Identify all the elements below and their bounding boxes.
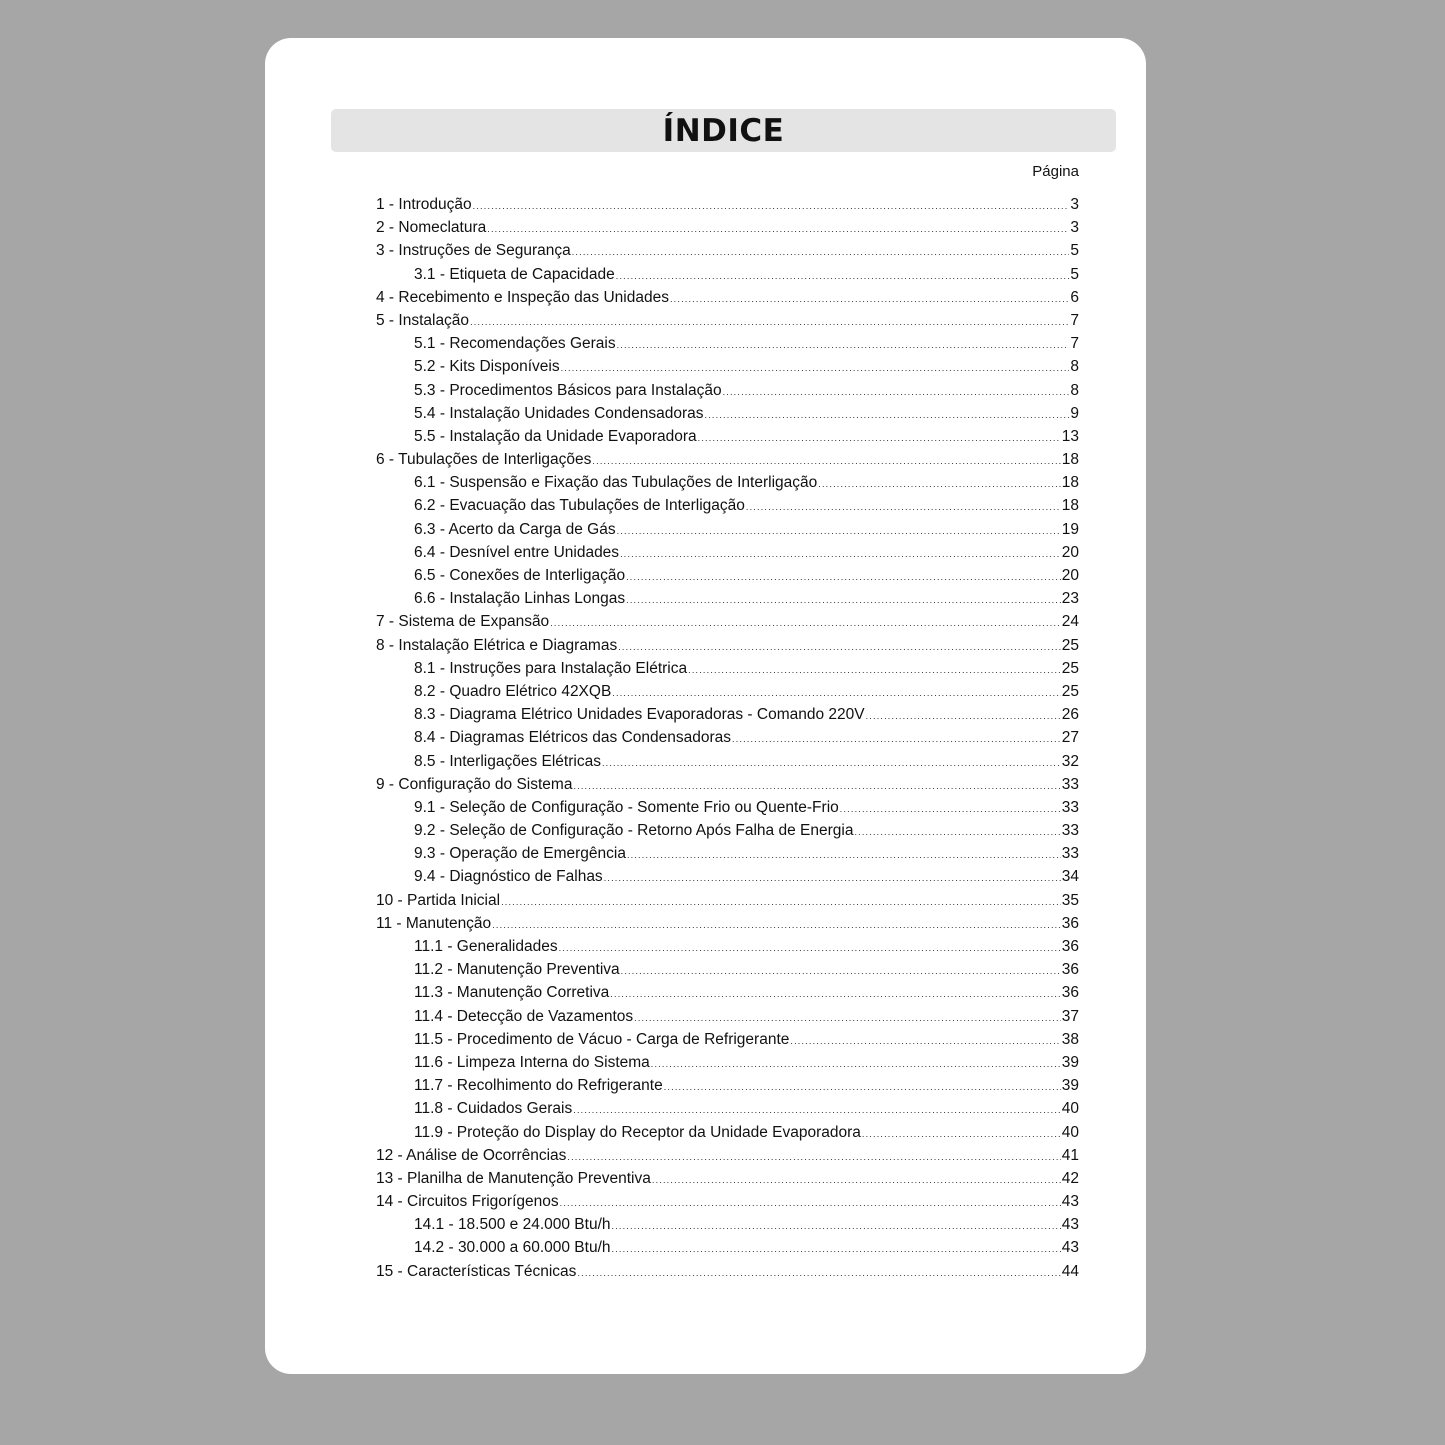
toc-entry-label: 5 - Instalação [376, 311, 470, 329]
toc-entry-label: 11.7 - Recolhimento do Refrigerante [414, 1077, 663, 1095]
toc-entry [376, 822, 1079, 845]
toc-entry-label: 6.1 - Suspensão e Fixação das Tubulações de Interligação [414, 474, 818, 492]
document-page [265, 38, 1146, 1374]
toc-entry-page-number: 25 [1061, 659, 1079, 677]
toc-entry-page-number: 33 [1061, 845, 1079, 863]
toc-dot-leader [627, 850, 1061, 860]
toc-dot-leader [618, 642, 1061, 652]
toc-dot-leader [550, 618, 1061, 628]
toc-entry-page-number: 36 [1061, 938, 1079, 955]
toc-entry [376, 242, 1079, 265]
toc-dot-leader [698, 433, 1061, 443]
toc-entry-label: 9.4 - Diagnóstico de Falhas [414, 868, 603, 886]
toc-entry-label: 13 - Planilha de Manutenção Preventiva [376, 1169, 651, 1187]
toc-dot-leader [501, 897, 1061, 907]
toc-entry-label: 11 - Manutenção [376, 914, 492, 932]
toc-dot-leader [790, 1036, 1060, 1046]
toc-dot-leader [560, 1198, 1061, 1208]
toc-entry-label: 7 - Sistema de Expansão [376, 613, 550, 631]
toc-entry-label: 5.1 - Recomendações Gerais [414, 335, 616, 353]
toc-entry-page-number: 33 [1061, 798, 1079, 816]
toc-entry [376, 289, 1079, 312]
toc-entry [376, 753, 1079, 776]
toc-dot-leader [617, 340, 1070, 350]
toc-entry [376, 1239, 1079, 1262]
toc-entry-label: 11.4 - Detecção de Vazamentos [414, 1007, 634, 1025]
toc-entry-page-number: 20 [1061, 567, 1079, 584]
toc-dot-leader [612, 1221, 1061, 1231]
toc-dot-leader [573, 781, 1060, 791]
toc-entry-page-number: 32 [1061, 752, 1079, 770]
toc-entry [376, 521, 1079, 544]
toc-entry [376, 845, 1079, 868]
toc-entry [376, 1100, 1079, 1123]
toc-entry-label: 6.6 - Instalação Linhas Longas [414, 590, 626, 608]
page-column-label: Página [1032, 163, 1079, 180]
toc-entry-page-number: 33 [1061, 822, 1079, 840]
toc-entry-page-number: 41 [1061, 1146, 1079, 1164]
toc-entry-page-number: 9 [1070, 404, 1079, 422]
toc-dot-leader [626, 572, 1061, 582]
toc-entry [376, 312, 1079, 335]
toc-entry-label: 8.4 - Diagramas Elétricos das Condensadoras [414, 729, 732, 747]
toc-entry-label: 6.2 - Evacuação das Tubulações de Interligação [414, 497, 745, 515]
toc-entry-page-number: 7 [1070, 311, 1079, 329]
toc-entry-label: 8.2 - Quadro Elétrico 42XQB [414, 682, 612, 700]
toc-entry-label: 8.5 - Interligações Elétricas [414, 752, 601, 770]
toc-entry [376, 219, 1079, 242]
toc-entry-page-number: 27 [1061, 729, 1079, 747]
toc-dot-leader [573, 1105, 1061, 1115]
toc-entry [376, 451, 1079, 474]
toc-entry-page-number: 19 [1061, 520, 1079, 538]
toc-entry [376, 729, 1079, 752]
toc-entry-page-number: 5 [1070, 242, 1079, 260]
toc-entry-label: 14.1 - 18.500 e 24.000 Btu/h [414, 1216, 611, 1234]
toc-entry-page-number: 18 [1061, 497, 1079, 515]
toc-entry-label: 15 - Características Técnicas [376, 1262, 577, 1280]
toc-entry-label: 11.3 - Manutenção Corretiva [414, 984, 610, 1002]
toc-entry [376, 266, 1079, 289]
toc-entry-page-number: 40 [1061, 1123, 1079, 1141]
toc-entry [376, 868, 1079, 891]
toc-entry-label: 5.2 - Kits Disponíveis [414, 358, 560, 376]
toc-entry-page-number: 7 [1070, 335, 1079, 353]
toc-entry [376, 613, 1079, 636]
toc-entry [376, 1008, 1079, 1031]
toc-entry-label: 11.6 - Limpeza Interna do Sistema [414, 1053, 650, 1071]
toc-dot-leader [840, 804, 1061, 814]
toc-entry-label: 9 - Configuração do Sistema [376, 775, 573, 793]
toc-entry [376, 799, 1079, 822]
toc-entry [376, 938, 1079, 961]
toc-entry-page-number: 13 [1061, 427, 1079, 445]
toc-entry [376, 1170, 1079, 1193]
toc-entry-label: 9.3 - Operação de Emergência [414, 845, 626, 863]
toc-entry [376, 590, 1079, 613]
toc-entry-label: 5.5 - Instalação da Unidade Evaporadora [414, 427, 697, 445]
toc-dot-leader [602, 758, 1061, 768]
toc-entry-page-number: 42 [1061, 1169, 1079, 1187]
toc-entry [376, 428, 1079, 451]
toc-dot-leader [612, 688, 1060, 698]
toc-entry-page-number: 35 [1061, 891, 1079, 909]
toc-entry-page-number: 43 [1061, 1239, 1079, 1257]
toc-entry [376, 961, 1079, 984]
toc-entry [376, 405, 1079, 428]
toc-entry-page-number: 36 [1061, 984, 1079, 1002]
toc-entry [376, 683, 1079, 706]
toc-dot-leader [862, 1129, 1061, 1139]
toc-entry-page-number: 39 [1061, 1077, 1079, 1095]
toc-dot-leader [866, 711, 1061, 721]
toc-entry-page-number: 25 [1061, 636, 1079, 654]
toc-dot-leader [610, 989, 1060, 999]
toc-entry-label: 5.4 - Instalação Unidades Condensadoras [414, 404, 704, 422]
toc-entry [376, 1054, 1079, 1077]
toc-entry-label: 6 - Tubulações de Interligações [376, 451, 592, 469]
toc-entry-page-number: 44 [1061, 1262, 1079, 1280]
toc-entry-page-number: 25 [1061, 682, 1079, 700]
toc-entry [376, 196, 1079, 219]
toc-entry [376, 1031, 1079, 1054]
toc-entry-label: 8.3 - Diagrama Elétrico Unidades Evaporadoras - Comando 220V [414, 706, 865, 724]
toc-dot-leader [617, 526, 1061, 536]
toc-dot-leader [604, 873, 1061, 883]
toc-dot-leader [487, 224, 1069, 234]
toc-entry-page-number: 36 [1061, 914, 1079, 932]
toc-dot-leader [567, 1152, 1060, 1162]
toc-dot-leader [620, 549, 1061, 559]
toc-dot-leader [492, 920, 1061, 930]
toc-entry [376, 567, 1079, 590]
toc-entry-page-number: 18 [1061, 474, 1079, 492]
toc-entry-label: 1 - Introdução [376, 196, 472, 213]
toc-entry-page-number: 34 [1061, 868, 1079, 886]
toc-dot-leader [612, 1244, 1061, 1254]
toc-entry [376, 1124, 1079, 1147]
toc-entry-page-number: 38 [1061, 1030, 1079, 1048]
toc-entry [376, 984, 1079, 1007]
toc-entry-label: 2 - Nomeclatura [376, 219, 487, 237]
toc-entry [376, 358, 1079, 381]
toc-dot-leader [723, 387, 1070, 397]
toc-dot-leader [664, 1082, 1061, 1092]
toc-entry-label: 5.3 - Procedimentos Básicos para Instalação [414, 381, 722, 399]
toc-dot-leader [473, 201, 1070, 211]
toc-dot-leader [670, 294, 1069, 304]
toc-entry-label: 11.8 - Cuidados Gerais [414, 1100, 573, 1118]
toc-entry-label: 11.5 - Procedimento de Vácuo - Carga de Refrigerante [414, 1030, 790, 1048]
toc-entry-label: 4 - Recebimento e Inspeção das Unidades [376, 288, 669, 306]
toc-entry-page-number: 33 [1061, 775, 1079, 793]
toc-entry-page-number: 3 [1070, 196, 1079, 213]
toc-entry-page-number: 3 [1070, 219, 1079, 237]
toc-entry-label: 3.1 - Etiqueta de Capacidade [414, 265, 615, 283]
title-bar [331, 109, 1116, 152]
toc-entry-label: 11.2 - Manutenção Preventiva [414, 961, 620, 979]
toc-entry [376, 915, 1079, 938]
toc-entry [376, 1193, 1079, 1216]
toc-entry [376, 544, 1079, 567]
toc-entry-page-number: 5 [1070, 265, 1079, 283]
toc-entry [376, 335, 1079, 358]
toc-dot-leader [572, 247, 1070, 257]
toc-entry-page-number: 20 [1061, 543, 1079, 561]
toc-entry-label: 6.4 - Desnível entre Unidades [414, 543, 620, 561]
toc-dot-leader [616, 271, 1070, 281]
toc-entry [376, 1263, 1079, 1286]
toc-dot-leader [732, 734, 1061, 744]
toc-dot-leader [705, 410, 1070, 420]
toc-entry [376, 776, 1079, 799]
toc-dot-leader [651, 1059, 1061, 1069]
toc-dot-leader [818, 479, 1060, 489]
toc-entry-label: 3 - Instruções de Segurança [376, 242, 571, 260]
toc-entry-page-number: 43 [1061, 1216, 1079, 1234]
toc-entry [376, 1216, 1079, 1239]
toc-dot-leader [621, 966, 1061, 976]
toc-entry-label: 12 - Análise de Ocorrências [376, 1146, 567, 1164]
toc-dot-leader [577, 1268, 1060, 1278]
toc-entry-page-number: 8 [1070, 358, 1079, 376]
toc-dot-leader [559, 943, 1061, 953]
toc-entry-label: 9.2 - Seleção de Configuração - Retorno Após Falha de Energia [414, 822, 854, 840]
toc-entry-page-number: 18 [1061, 451, 1079, 469]
toc-entry-label: 10 - Partida Inicial [376, 891, 501, 909]
toc-entry-label: 6.3 - Acerto da Carga de Gás [414, 520, 616, 538]
toc-entry [376, 474, 1079, 497]
toc-entry-page-number: 23 [1061, 590, 1079, 608]
toc-entry [376, 892, 1079, 915]
toc-dot-leader [688, 665, 1061, 675]
toc-entry-page-number: 39 [1061, 1053, 1079, 1071]
toc-dot-leader [746, 502, 1061, 512]
toc-dot-leader [592, 456, 1060, 466]
toc-entry-page-number: 40 [1061, 1100, 1079, 1118]
toc-entry-page-number: 37 [1061, 1007, 1079, 1025]
toc-entry-page-number: 6 [1070, 288, 1079, 306]
toc-entry [376, 660, 1079, 683]
toc-entry-label: 14.2 - 30.000 a 60.000 Btu/h [414, 1239, 611, 1257]
toc-entry-label: 9.1 - Seleção de Configuração - Somente Frio ou Quente-Frio [414, 798, 839, 816]
toc-entry [376, 1077, 1079, 1100]
toc-entry-label: 8 - Instalação Elétrica e Diagramas [376, 636, 618, 654]
toc-entry-page-number: 26 [1061, 706, 1079, 724]
table-of-contents [376, 196, 1079, 1286]
toc-entry [376, 497, 1079, 520]
toc-entry-page-number: 24 [1061, 613, 1079, 631]
toc-entry-label: 14 - Circuitos Frigorígenos [376, 1193, 559, 1211]
toc-entry-page-number: 8 [1070, 381, 1079, 399]
toc-entry [376, 706, 1079, 729]
toc-dot-leader [652, 1175, 1061, 1185]
toc-entry-label: 6.5 - Conexões de Interligação [414, 567, 626, 584]
toc-entry-label: 8.1 - Instruções para Instalação Elétrica [414, 659, 688, 677]
toc-entry-label: 11.1 - Generalidades [414, 938, 558, 955]
page-title: ÍNDICE [662, 112, 785, 149]
toc-dot-leader [854, 827, 1060, 837]
toc-entry-label: 11.9 - Proteção do Display do Receptor da Unidade Evaporadora [414, 1123, 861, 1141]
toc-dot-leader [561, 363, 1070, 373]
toc-dot-leader [626, 595, 1061, 605]
toc-entry [376, 637, 1079, 660]
toc-dot-leader [470, 317, 1069, 327]
toc-dot-leader [634, 1013, 1061, 1023]
toc-entry [376, 382, 1079, 405]
toc-entry [376, 1147, 1079, 1170]
toc-entry-page-number: 36 [1061, 961, 1079, 979]
toc-entry-page-number: 43 [1061, 1193, 1079, 1211]
